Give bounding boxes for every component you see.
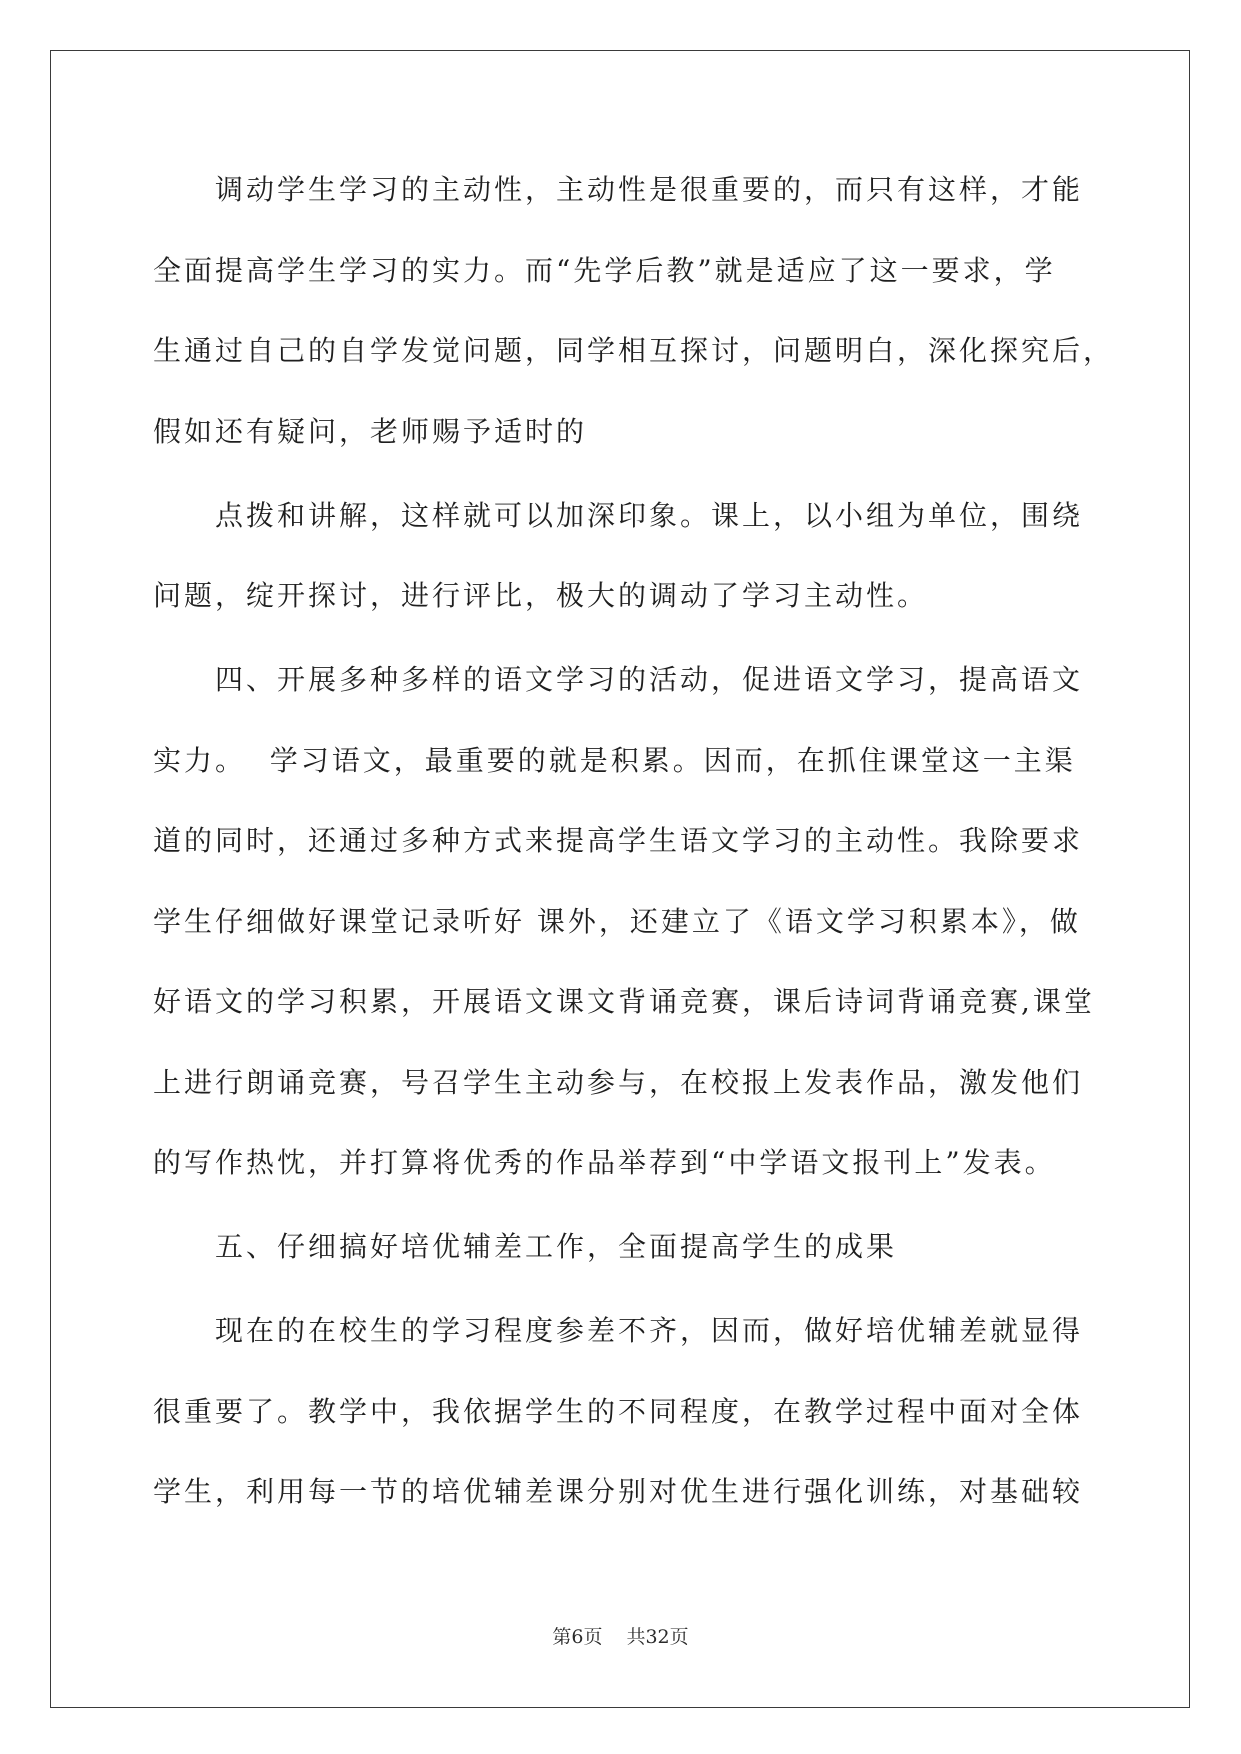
body-text-line: 全面提高学生学习的实力。而“先学后教”就是适应了这一要求，学 [153,253,1056,287]
body-text-line: 学生，利用每一节的培优辅差课分别对优生进行强化训练，对基础较 [153,1475,1084,1508]
paragraph [153,1291,1153,1533]
section-heading-line: 四、开展多种多样的语文学习的活动，促进语文学习，提高语文 [215,663,1084,696]
document-body [153,150,1153,1533]
body-text-line: 假如还有疑问，老师赐予适时的 [153,414,588,448]
body-text-line: 的写作热忱，并打算将优秀的作品举荐到“中学语文报刊上”发表。 [153,1146,1056,1179]
body-text-line: 好语文的学习积累，开展语文课文背诵竞赛，课后诗词背诵竞赛,课堂 [153,985,1095,1018]
body-text-line: 现在的在校生的学习程度参差不齐，因而，做好培优辅差就显得 [215,1314,1084,1347]
paragraph [153,476,1153,637]
body-text-line: 学生仔细做好课堂记录听好 课外，还建立了《语文学习积累本》，做 [153,904,1081,938]
page-total: 共32页 [626,1626,689,1648]
body-text-line: 点拨和讲解，这样就可以加深印象。课上，以小组为单位，围绕 [215,498,1084,532]
body-text-line: 问题，绽开探讨，进行评比，极大的调动了学习主动性。 [153,579,929,612]
paragraph [153,1207,1153,1288]
body-text-line: 生通过自己的自学发觉问题，同学相互探讨，问题明白，深化探究后， [153,334,1115,367]
body-text-line: 调动学生学习的主动性，主动性是很重要的，而只有这样，才能 [215,173,1084,206]
body-text-line: 实力。 学习语文，最重要的就是积累。因而，在抓住课堂这一主渠 [153,743,1076,777]
body-text-line: 很重要了。教学中，我依据学生的不同程度，在教学过程中面对全体 [153,1394,1084,1428]
section-heading-line: 五、仔细搞好培优辅差工作，全面提高学生的成果 [215,1230,898,1263]
paragraph [153,150,1153,472]
body-text-line: 道的同时，还通过多种方式来提高学生语文学习的主动性。我除要求 [153,824,1084,857]
page-number: 第6页 [552,1626,603,1648]
page-footer [0,1624,1241,1650]
paragraph [153,640,1153,1204]
body-text-line: 上进行朗诵竞赛，号召学生主动参与，在校报上发表作品，激发他们 [153,1065,1084,1099]
